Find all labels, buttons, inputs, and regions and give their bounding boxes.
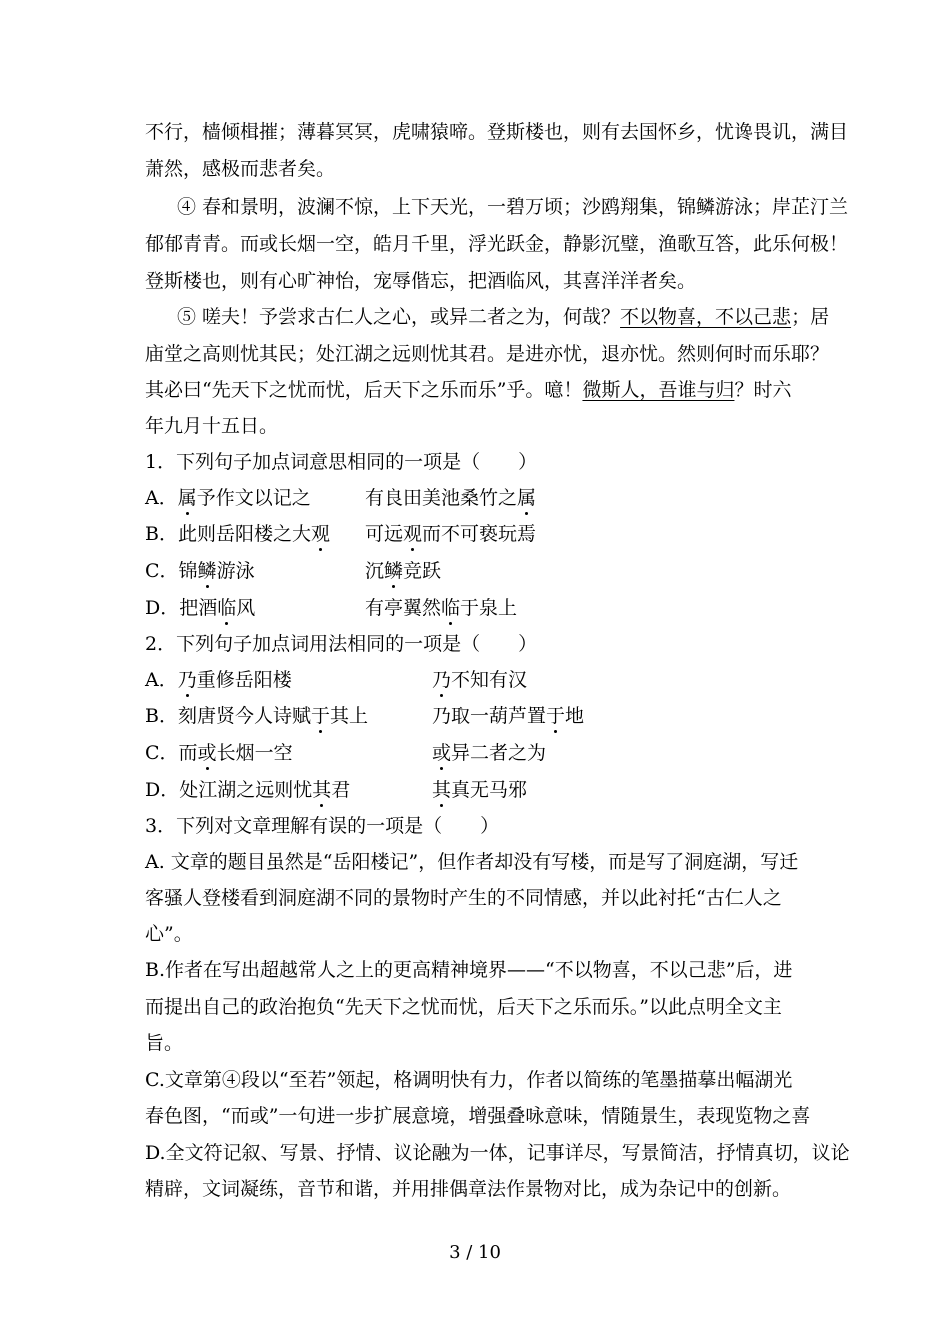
question-3-stem: 3．下列对文章理解有误的一项是（ ） xyxy=(145,815,500,837)
underlined-phrase: 不以物喜，不以己悲 xyxy=(620,306,792,328)
question-2-option-b: B．刻唐贤今人诗赋于其上 乃取一葫芦置于地 xyxy=(145,705,585,727)
comparison-sentence: 或异二者之为 xyxy=(432,742,547,764)
dotted-char: 临 xyxy=(217,597,237,619)
passage-line: 萧然，感极而悲者矣。 xyxy=(145,158,336,180)
dotted-char: 属 xyxy=(517,487,537,509)
comparison-sentence: 沉鳞竞跃 xyxy=(365,560,442,582)
dotted-char: 临 xyxy=(441,597,461,619)
dotted-char: 或 xyxy=(432,742,452,764)
question-2-option-d: D．处江湖之远则忧其君 其真无马邪 xyxy=(145,779,528,801)
comparison-sentence: 有良田美池桑竹之属 xyxy=(365,487,537,509)
question-3-option-text: D.全文符记叙、写景、抒情、议论融为一体，记事详尽，写景简洁，抒情真切，议论 xyxy=(145,1142,850,1164)
question-1-stem: 1．下列句子加点词意思相同的一项是（ ） xyxy=(145,451,538,473)
question-1-option-d: D．把酒临风 有亭翼然临于泉上 xyxy=(145,597,518,619)
question-3-option-text: B.作者在写出超越常人之上的更高精神境界——“不以物喜，不以己悲”后，进 xyxy=(145,959,793,981)
dotted-char: 观 xyxy=(310,523,330,545)
comparison-sentence: 可远观而不可亵玩焉 xyxy=(365,523,537,545)
question-3-option-text: 客骚人登楼看到洞庭湖不同的景物时产生的不同情感，并以此衬托“古仁人之 xyxy=(145,887,782,909)
question-3-option-text: 精辟，文词凝练，音节和谐，并用排偶章法作景物对比，成为杂记中的创新。 xyxy=(145,1178,792,1200)
question-1-option-a: A．属予作文以记之 有良田美池桑竹之属 xyxy=(145,487,537,509)
question-3-option-text: 旨。 xyxy=(145,1032,184,1054)
passage-line: 郁郁青青。而或长烟一空，皓月千里，浮光跃金，静影沉璧，渔歌互答，此乐何极！ xyxy=(145,233,849,255)
dotted-char: 于 xyxy=(546,705,566,727)
dotted-char: 鳞 xyxy=(197,560,217,582)
comparison-sentence: 乃不知有汉 xyxy=(432,669,528,691)
question-3-option-text: 心”。 xyxy=(145,923,193,945)
passage-line: 庙堂之高则忧其民；处江湖之远则忧其君。是进亦忧，退亦忧。然则何时而乐耶？ xyxy=(145,343,830,365)
page-number: 3 / 10 xyxy=(449,1242,501,1263)
paragraph-5-start: ⑤ 嗟夫！予尝求古仁人之心，或异二者之为，何哉？不以物喜，不以己悲；居 xyxy=(177,306,830,328)
dotted-char: 其 xyxy=(312,779,332,801)
dotted-char: 于 xyxy=(310,705,330,727)
question-2-option-a: A．乃重修岳阳楼 乃不知有汉 xyxy=(145,669,528,691)
comparison-sentence: 其真无马邪 xyxy=(432,779,528,801)
question-3-option-text: C.文章第④段以“至若”领起，格调明快有力，作者以简练的笔墨描摹出幅湖光 xyxy=(145,1069,793,1091)
dotted-char: 鳞 xyxy=(384,560,404,582)
underlined-phrase: 微斯人，吾谁与归 xyxy=(582,379,735,401)
question-2-stem: 2．下列句子加点词用法相同的一项是（ ） xyxy=(145,633,538,655)
paragraph-4-start: ④ 春和景明，波澜不惊，上下天光，一碧万顷；沙鸥翔集，锦鳞游泳；岸芷汀兰 xyxy=(177,196,849,218)
passage-line: 登斯楼也，则有心旷神怡，宠辱偕忘，把酒临风，其喜洋洋者矣。 xyxy=(145,270,697,292)
dotted-char: 观 xyxy=(403,523,423,545)
dotted-char: 其 xyxy=(432,779,452,801)
passage-line: 其必曰“先天下之忧而忧，后天下之乐而乐”乎。噫！微斯人，吾谁与归？时六 xyxy=(145,379,792,401)
dotted-char: 乃 xyxy=(432,669,452,691)
dotted-char: 或 xyxy=(197,742,217,764)
comparison-sentence: 有亭翼然临于泉上 xyxy=(365,597,518,619)
question-3-option-text: 而提出自己的政治抱负“先天下之忧而忧，后天下之乐而乐。”以此点明全文主 xyxy=(145,996,782,1018)
question-1-option-c: C．锦鳞游泳 沉鳞竞跃 xyxy=(145,560,442,582)
dotted-char: 乃 xyxy=(177,669,197,691)
question-3-option-text: 春色图，“而或”一句进一步扩展意境，增强叠咏意味，情随景生，表现览物之喜 xyxy=(145,1105,811,1127)
question-2-option-c: C．而或长烟一空 或异二者之为 xyxy=(145,742,547,764)
question-1-option-b: B．此则岳阳楼之大观 可远观而不可亵玩焉 xyxy=(145,523,537,545)
passage-line: 年九月十五日。 xyxy=(145,415,279,437)
comparison-sentence: 乃取一葫芦置于地 xyxy=(432,705,585,727)
question-3-option-text: A. 文章的题目虽然是“岳阳楼记”，但作者却没有写楼，而是写了洞庭湖，写迁 xyxy=(145,851,799,873)
passage-line: 不行，樯倾楫摧；薄暮冥冥，虎啸猿啼。登斯楼也，则有去国怀乡，忧谗畏讥，满目 xyxy=(145,121,849,143)
dotted-char: 属 xyxy=(177,487,197,509)
